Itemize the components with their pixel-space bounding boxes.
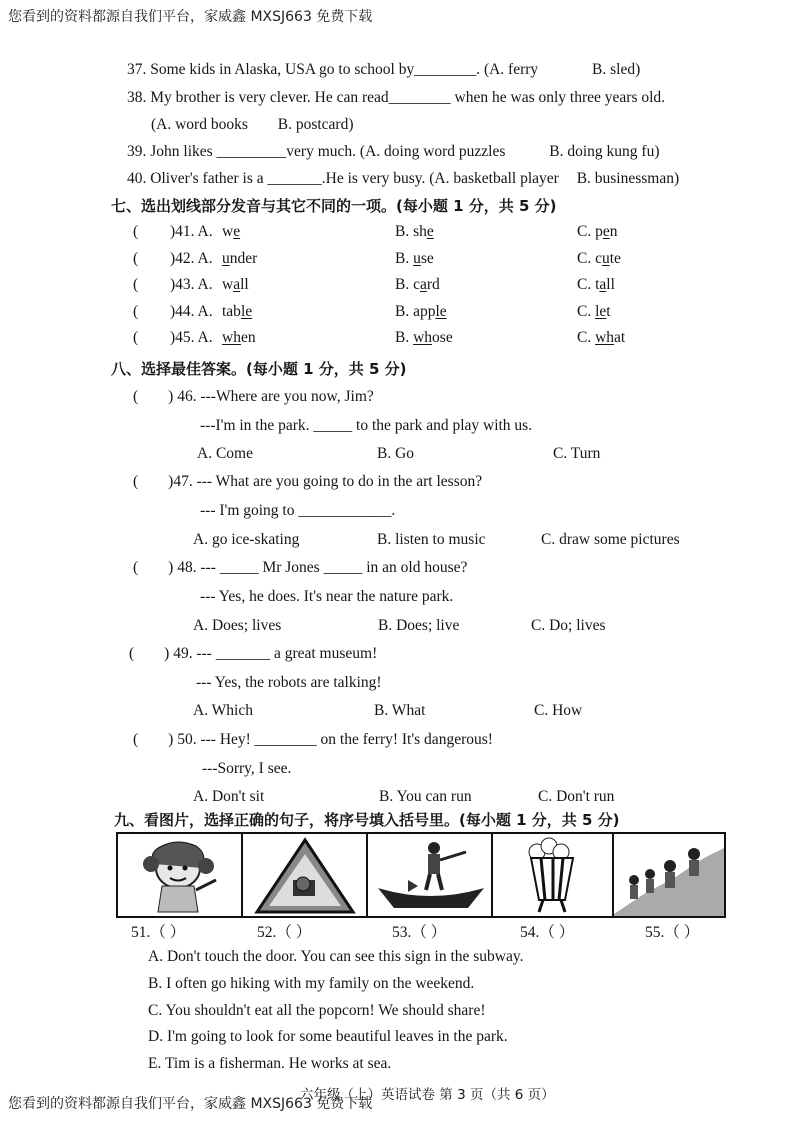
picture-strip	[116, 832, 726, 918]
hiking-family-icon	[614, 834, 724, 916]
option-c-underlined: u	[601, 250, 610, 267]
option-a	[222, 329, 256, 347]
option-b-underlined: a	[419, 276, 427, 293]
q47-response: --- I'm going to ____________.	[200, 502, 396, 519]
option-c-post: at	[614, 329, 626, 346]
q48-option-a: A. Does; lives	[193, 617, 282, 634]
question-47	[133, 473, 482, 491]
option-c	[577, 329, 625, 347]
option-c-underlined: wh	[595, 329, 615, 346]
option-a-post: en	[240, 329, 256, 346]
paren: (	[133, 276, 139, 293]
question-49	[129, 645, 377, 663]
picture-52-warning-sign	[241, 832, 368, 918]
page-footer: 六年级（上）英语试卷 第 3 页（共 6 页）	[300, 1087, 555, 1103]
q49-response: --- Yes, the robots are talking!	[196, 674, 382, 691]
option-c	[577, 276, 615, 294]
q39-option-b: B. doing kung fu)	[549, 143, 660, 160]
option-b-underlined: u	[413, 250, 421, 267]
fisherman-boat-icon	[368, 834, 492, 916]
option-b-underlined: wh	[413, 329, 433, 346]
question-39	[127, 143, 660, 161]
q47-question: )47. --- What are you going to do in the art lesson?	[168, 473, 483, 490]
option-a	[222, 276, 249, 294]
q50-option-c: C. Don't run	[538, 788, 615, 805]
paren: (	[133, 250, 139, 267]
paren: (	[129, 645, 135, 662]
popcorn-icon	[493, 834, 612, 916]
option-c-post: te	[609, 250, 621, 267]
option-c-underlined: e	[602, 223, 610, 240]
option-c	[577, 223, 617, 241]
option-c-post: n	[609, 223, 618, 240]
option-b-underlined: le	[435, 303, 447, 320]
option-b-post: rd	[426, 276, 440, 293]
q49-option-a: A. Which	[193, 702, 253, 719]
question-46	[133, 388, 374, 406]
q38-text: 38. My brother is very clever. He can read________ when he was only three years old.	[127, 89, 666, 106]
answer-label-51: 51.（ ）	[131, 924, 186, 941]
option-b-pre: B. c	[395, 276, 420, 293]
option-c-post: t	[606, 303, 611, 320]
option-b-pre: B. sh	[395, 223, 427, 240]
section-9-title: 九、看图片，选择正确的句子，将序号填入括号里。(每小题 1 分，共 5 分)	[114, 811, 620, 829]
watermark-top: 您看到的资料都源自我们平台，家威鑫 MXSJ663 免费下载	[8, 9, 373, 25]
picture-51-girl	[116, 832, 243, 918]
paren: (	[133, 329, 139, 346]
paren: (	[133, 223, 139, 240]
q47-option-b: B. listen to music	[377, 531, 486, 548]
option-a-underlined: wh	[222, 329, 241, 346]
q49-option-c: C. How	[534, 702, 583, 719]
paren: (	[133, 473, 139, 490]
section-9-option-b: B. I often go hiking with my family on the weekend.	[148, 975, 475, 992]
question-37	[127, 61, 640, 79]
option-b	[395, 250, 434, 268]
q37-text: 37. Some kids in Alaska, USA go to school by________. (A. ferry	[127, 61, 539, 78]
option-a-pre: w	[222, 276, 234, 293]
picture-53-fisherman	[366, 832, 494, 918]
q48-response: --- Yes, he does. It's near the nature park.	[200, 588, 454, 605]
answer-label-54: 54.（ ）	[520, 924, 575, 941]
paren: (	[133, 731, 139, 748]
watermark-bottom: 您看到的资料都源自我们平台，家威鑫 MXSJ663 免费下载	[8, 1096, 373, 1112]
q48-option-b: B. Does; live	[378, 617, 460, 634]
option-c-post: ll	[606, 276, 615, 293]
warning-sign-icon	[243, 834, 366, 916]
q46-option-c: C. Turn	[553, 445, 601, 462]
option-c-pre: C. p	[577, 223, 603, 240]
option-b-pre: B. app	[395, 303, 436, 320]
q39-text: 39. John likes _________very much. (A. doing word puzzles	[127, 143, 506, 160]
question-48	[133, 559, 467, 577]
q50-response: ---Sorry, I see.	[202, 760, 292, 777]
option-a-post: ll	[240, 276, 249, 293]
answer-label-55: 55.（ ）	[645, 924, 700, 941]
q47-option-a: A. go ice-skating	[193, 531, 300, 548]
option-b-underlined: e	[426, 223, 434, 240]
q40-option-b: B. businessman)	[576, 170, 680, 187]
option-a	[222, 223, 240, 241]
option-c	[577, 250, 621, 268]
q48-option-c: C. Do; lives	[531, 617, 606, 634]
q50-question: ) 50. --- Hey! ________ on the ferry! It's dangerous!	[168, 731, 493, 748]
q49-option-b: B. What	[374, 702, 426, 719]
girl-illustration-icon	[118, 834, 241, 916]
section-9-option-d: D. I'm going to look for some beautiful leaves in the park.	[148, 1028, 508, 1045]
option-a	[222, 303, 252, 321]
option-a	[222, 250, 257, 268]
answer-label-53: 53.（ ）	[392, 924, 447, 941]
picture-54-popcorn	[491, 832, 614, 918]
option-c-pre: C.	[577, 303, 596, 320]
item-number: )44. A.	[170, 303, 213, 320]
option-a-underlined: le	[240, 303, 253, 320]
option-a-underlined: e	[233, 223, 241, 240]
option-b	[395, 303, 447, 321]
q47-option-c: C. draw some pictures	[541, 531, 680, 548]
paren: (	[133, 559, 139, 576]
question-50	[133, 731, 493, 749]
option-b-post: ose	[432, 329, 453, 346]
q46-option-a: A. Come	[197, 445, 253, 462]
question-38-options	[151, 116, 354, 134]
option-c-underlined: a	[599, 276, 607, 293]
section-8-title: 八、选择最佳答案。(每小题 1 分，共 5 分)	[111, 360, 407, 378]
option-a-pre: tab	[222, 303, 241, 320]
section-9-option-a: A. Don't touch the door. You can see this sign in the subway.	[148, 948, 524, 965]
paren: (	[133, 388, 139, 405]
q38-option-b: B. postcard)	[277, 116, 354, 133]
q46-option-b: B. Go	[377, 445, 415, 462]
option-c-pre: C.	[577, 329, 596, 346]
section-7-title: 七、选出划线部分发音与其它不同的一项。(每小题 1 分，共 5 分)	[111, 197, 557, 215]
q50-option-a: A. Don't sit	[193, 788, 265, 805]
q37-option-b: B. sled)	[592, 61, 641, 78]
item-number: )45. A.	[170, 329, 213, 346]
option-a-post: nder	[229, 250, 258, 267]
item-number: )41. A.	[170, 223, 213, 240]
q40-text: 40. Oliver's father is a _______.He is very busy. (A. basketball player	[127, 170, 559, 187]
section-9-option-e: E. Tim is a fisherman. He works at sea.	[148, 1055, 392, 1072]
paren: (	[133, 303, 139, 320]
option-c-pre: C. t	[577, 276, 600, 293]
item-number: )42. A.	[170, 250, 213, 267]
q46-response: ---I'm in the park. _____ to the park and play with us.	[200, 417, 533, 434]
q38-option-a: (A. word books	[151, 116, 248, 133]
picture-55-hiking	[612, 832, 726, 918]
answer-label-52: 52.（ ）	[257, 924, 312, 941]
question-40	[127, 170, 679, 188]
option-b	[395, 329, 453, 347]
option-a-pre: w	[222, 223, 234, 240]
question-38	[127, 89, 665, 107]
option-c-pre: C. c	[577, 250, 602, 267]
option-b-post: se	[420, 250, 434, 267]
option-c	[577, 303, 611, 321]
option-b	[395, 276, 440, 294]
option-b-pre: B.	[395, 250, 414, 267]
q49-question: ) 49. --- _______ a great museum!	[164, 645, 378, 662]
option-b	[395, 223, 434, 241]
option-c-underlined: le	[595, 303, 607, 320]
section-9-option-c: C. You shouldn't eat all the popcorn! We should share!	[148, 1002, 486, 1019]
option-a-underlined: u	[222, 250, 230, 267]
q48-question: ) 48. --- _____ Mr Jones _____ in an old house?	[168, 559, 468, 576]
option-a-underlined: a	[233, 276, 241, 293]
item-number: )43. A.	[170, 276, 213, 293]
option-b-pre: B.	[395, 329, 414, 346]
q50-option-b: B. You can run	[379, 788, 472, 805]
q46-question: ) 46. ---Where are you now, Jim?	[168, 388, 374, 405]
